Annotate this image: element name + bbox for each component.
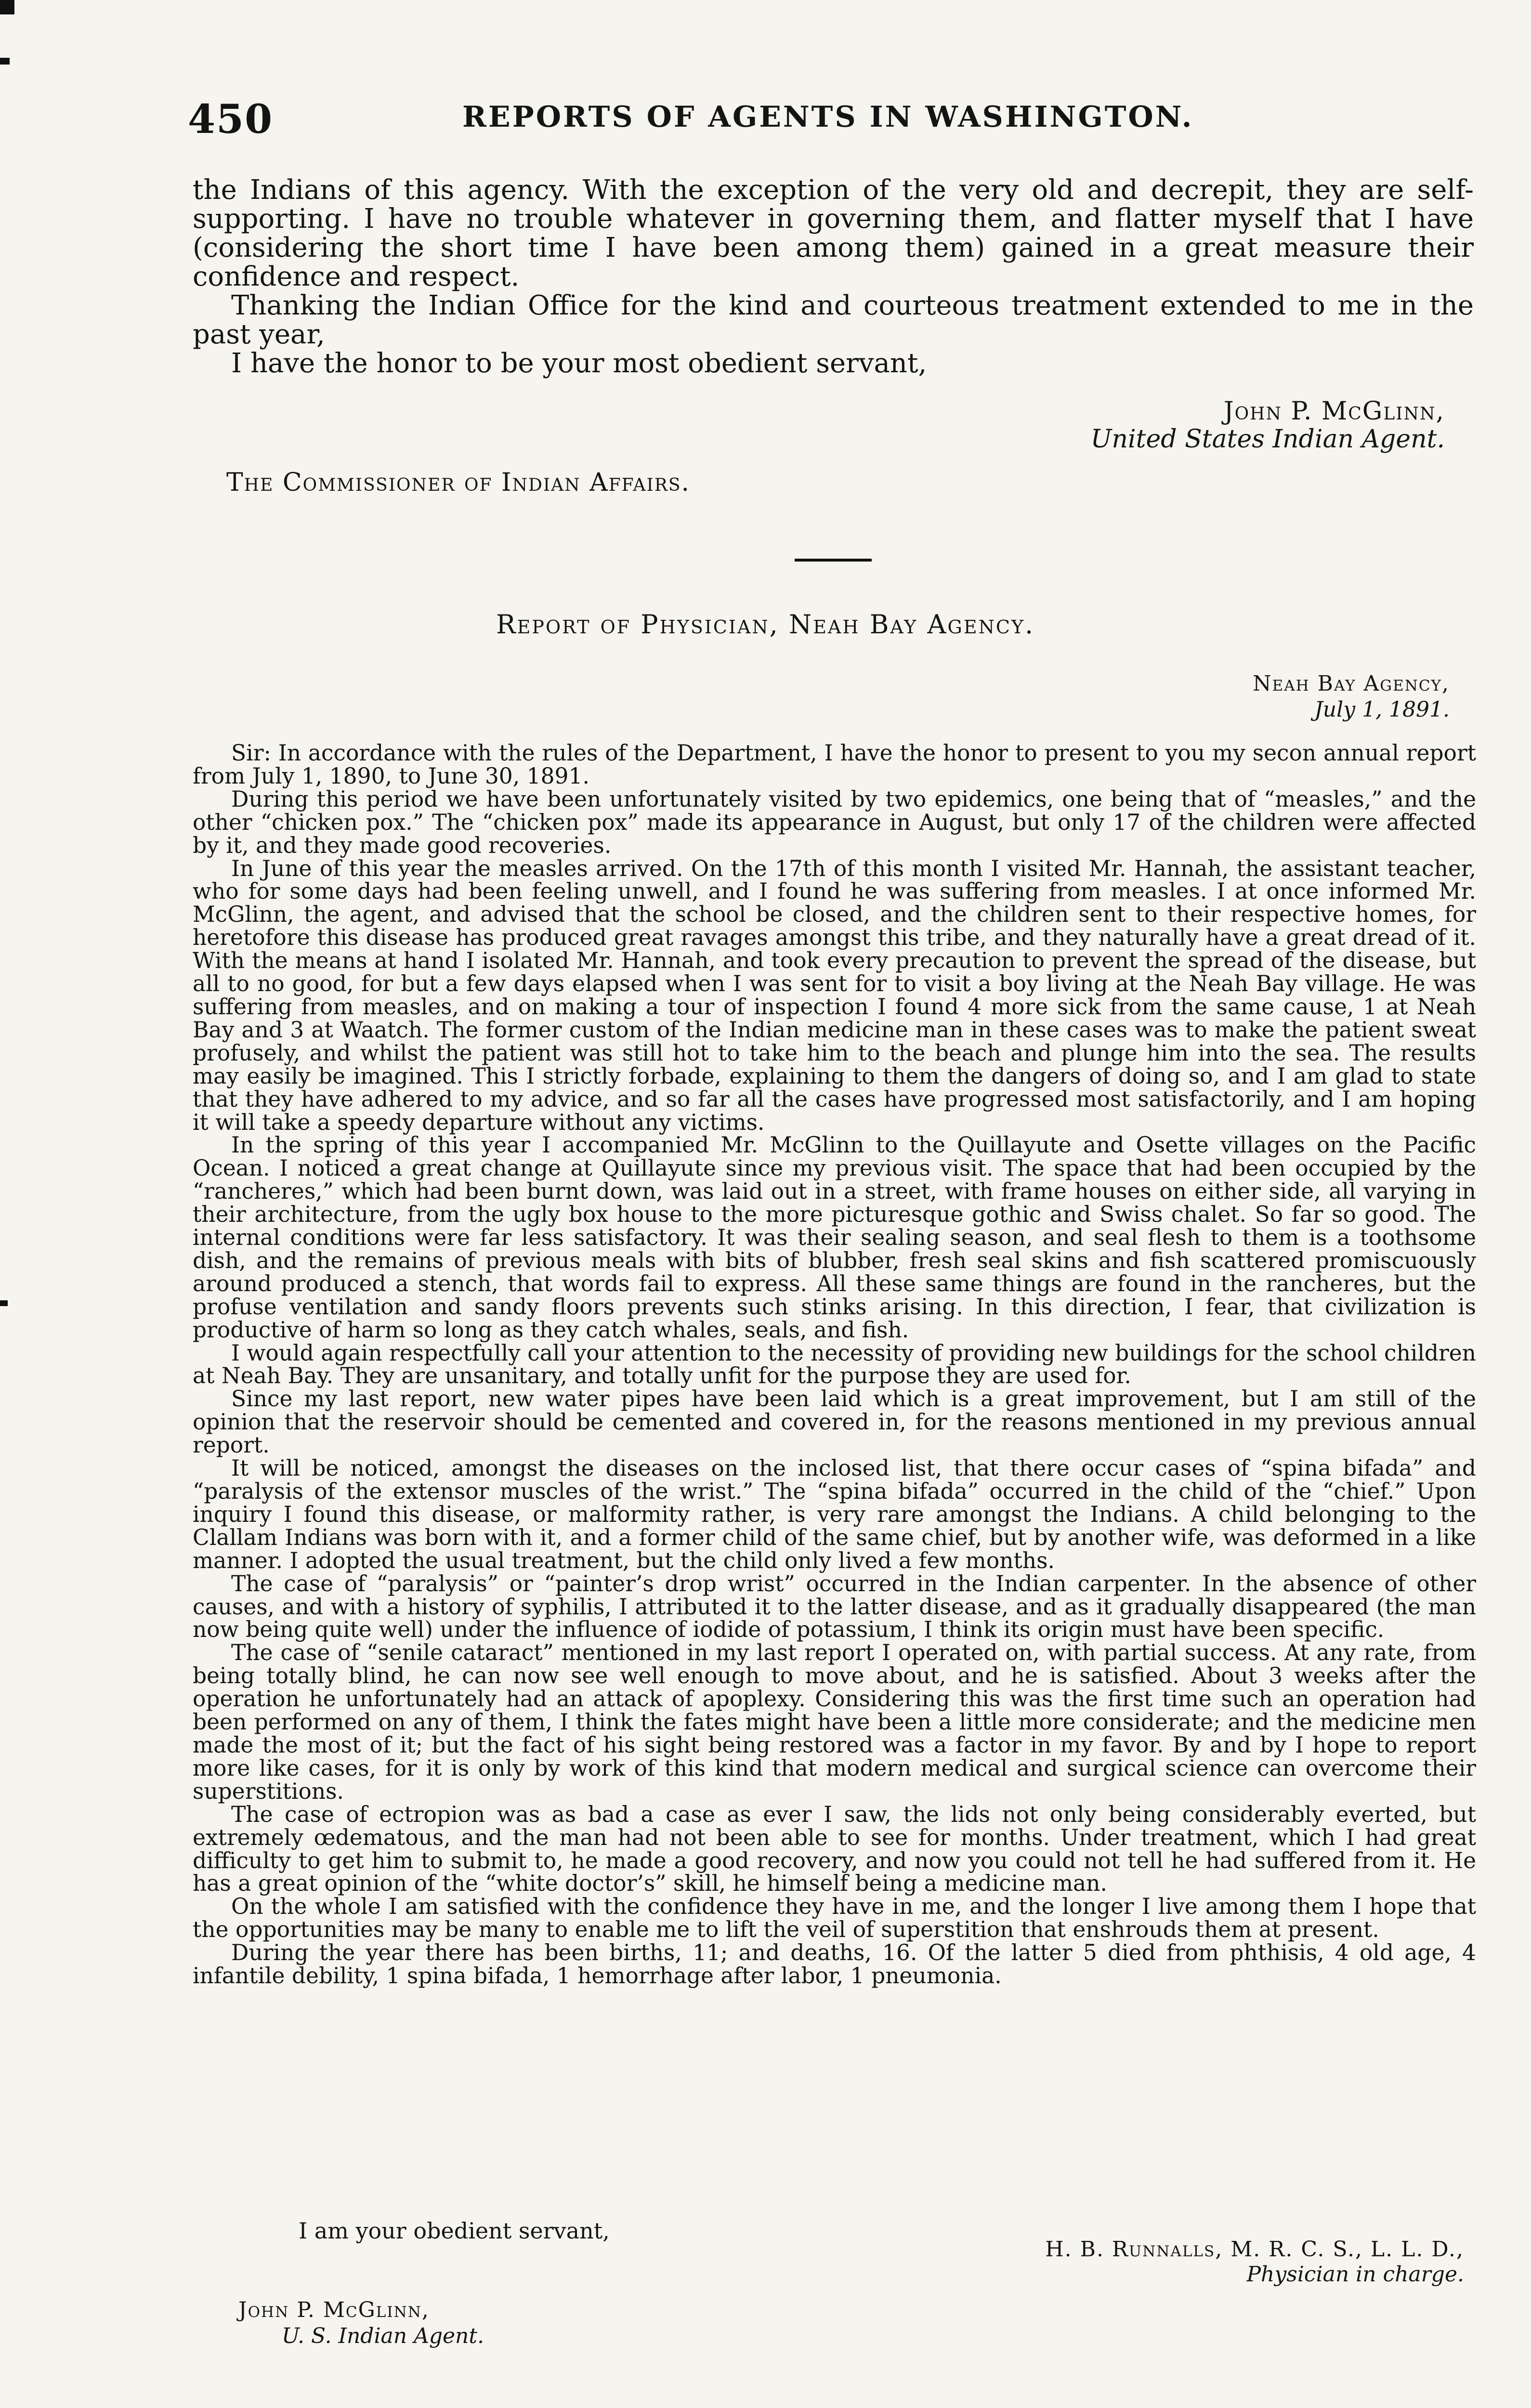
report-paragraph: In the spring of this year I accompanied Mr. McGlinn to the Quillayute and Osette villages on the Pacific Ocean. I noticed a great change at Quillayute since my previous visit. The space that had been occupied by the “rancheres,” which had been burnt down, was laid out in a street, with frame houses on either side, all varying in their architecture, from the ugly box house to the more picturesque gothic and Swiss chalet. So far so good. The internal conditions were far less satisfactory. It was their sealing season, and seal flesh to them is a toothsome dish, and the remains of previous meals with bits of blubber, fresh seal skins and fish scattered promiscuously around produced a stench, that words fail to express. All these same things are found in the rancheres, but the profuse ventilation and sandy floors prevents such stinks arising. In this direction, I fear, that civilization is productive of harm so long as they catch whales, seals, and fish.: [193, 1132, 1476, 1343]
closing-salutation: I am your obedient servant,: [299, 2218, 610, 2244]
dateline: [1060, 671, 1450, 723]
report-paragraph: The case of ectropion was as bad a case as ever I saw, the lids not only being considerably everted, but extremely œdematous, and the man had not been able to see for months. Under treatment, which I had great difficulty to get him to submit to, he made a good recovery, and now you could not tell he had suffered from it. He has a great opinion of the “white doctor’s” skill, he himself being a medicine man.: [193, 1801, 1476, 1897]
dateline-place: Neah Bay Agency,: [1253, 671, 1450, 696]
recipient-block: [238, 2297, 484, 2349]
agent-letter-closing: [193, 176, 1474, 378]
dateline-date: July 1, 1891.: [1314, 697, 1450, 722]
agent-signature: [963, 397, 1445, 453]
physician-name: H. B. Runnalls, M. R. C. S., L. L. D.,: [1045, 2237, 1464, 2262]
report-paragraph: The case of “senile cataract” mentioned in my last report I operated on, with partial success. At any rate, from being totally blind, he can now see well enough to move about, and he is satisfied. About 3 weeks after the operation he unfortunately had an attack of apoplexy. Considering this was the first time such an operation had been performed on any of them, I think the fates might have been a little more considerate; and the medicine men made the most of it; but the fact of his sight being restored was a factor in my favor. By and by I hope to report more like cases, for it is only by work of this kind that modern medical and surgical science can overcome their superstitions.: [193, 1640, 1476, 1804]
agent-signature-name: John P. McGlinn,: [1223, 397, 1445, 426]
agent-paragraph: Thanking the Indian Office for the kind and courteous treatment extended to me in the past year,: [193, 290, 1474, 350]
report-paragraph: The case of “paralysis” or “painter’s drop wrist” occurred in the Indian carpenter. In the absence of other causes, and with a history of syphilis, I attributed it to the latter disease, and as it gradually disappeared (the man now being quite well) under the influence of iodide of potassium, I think its origin must have been specific.: [193, 1570, 1476, 1643]
agent-paragraph: I have the honor to be your most obedient servant,: [231, 348, 927, 379]
report-paragraph: On the whole I am satisfied with the confidence they have in me, and the longer I live among them I hope that the opportunities may be many to enable me to lift the veil of superstition that enshrouds them at present.: [193, 1894, 1476, 1943]
report-paragraph: It will be noticed, amongst the diseases on the inclosed list, that there occur cases of “spina bifada” and “paralysis of the extensor muscles of the wrist.” The “spina bifada” occurred in the child of the “chief.” Upon inquiry I found this disease, or malformity rather, is very rare amongst the Indians. A child belonging to the Clallam Indians was born with it, and a former child of the same chief, but by another wife, was deformed in a like manner. I adopted the usual treatment, but the child only lived a few months.: [193, 1455, 1476, 1573]
report-paragraph: I would again respectfully call your attention to the necessity of providing new buildings for the school children at Neah Bay. They are unsanitary, and totally unfit for the purpose they are used for.: [193, 1340, 1476, 1389]
scan-edge-mark: [0, 1300, 8, 1306]
report-body: [193, 742, 1476, 1988]
agent-paragraph: the Indians of this agency. With the exception of the very old and decrepit, they are self-supporting. I have no trouble whatever in governing them, and flatter myself that I have (considering the short time I have been among them) gained in a great measure their confidence and respect.: [193, 174, 1474, 292]
agent-signature-title: United States Indian Agent.: [1090, 425, 1445, 454]
page-header: [188, 96, 1488, 149]
report-paragraph: In June of this year the measles arrived. On the 17th of this month I visited Mr. Hannah, the assistant teacher, who for some days had been feeling unwell, and I found he was suffering from measles. I at once informed Mr. McGlinn, the agent, and advised that the school be closed, and the children sent to their respective homes, for heretofore this disease has produced great ravages amongst this tribe, and they naturally have a great dread of it. With the means at hand I isolated Mr. Hannah, and took every precaution to prevent the spread of the disease, but all to no good, for but a few days elapsed when I was sent for to visit a boy living at the Neah Bay village. He was suffering from measles, and on making a tour of inspection I found 4 more sick from the same cause, 1 at Neah Bay and 3 at Waatch. The former custom of the Indian medicine man in these cases was to make the patient sweat profusely, and whilst the patient was still hot to take him to the beach and plunge him into the sea. The results may easily be imagined. This I strictly forbade, explaining to them the dangers of doing so, and I am glad to state that they have adhered to my advice, and so far all the cases have progressed most satisfactorily, and I am hoping it will take a speedy departure without any victims.: [193, 855, 1476, 1135]
addressee: The Commissioner of Indian Affairs.: [226, 468, 691, 497]
recipient-name: John P. McGlinn,: [238, 2298, 430, 2322]
scan-edge-mark: [0, 58, 10, 65]
report-paragraph: During the year there has been births, 11; and deaths, 16. Of the latter 5 died from phthisis, 4 old age, 4 infantile debility, 1 spina bifada, 1 hemorrhage after labor, 1 pneumonia.: [193, 1940, 1476, 1989]
physician-title: Physician in charge.: [1246, 2262, 1464, 2287]
recipient-title: U. S. Indian Agent.: [282, 2324, 484, 2348]
page-number: 450: [188, 96, 274, 143]
running-head: REPORTS OF AGENTS IN WASHINGTON.: [462, 100, 1194, 134]
report-paragraph: Since my last report, new water pipes have been laid which is a great improvement, but I am still of the opinion that the reservoir should be cemented and covered in, for the reasons mentioned in my previous annual report.: [193, 1386, 1476, 1458]
report-paragraph: Sir: In accordance with the rules of the Department, I have the honor to present to you my secon annual report from July 1, 1890, to June 30, 1891.: [193, 740, 1476, 789]
section-divider: [795, 559, 872, 562]
report-paragraph: During this period we have been unfortunately visited by two epidemics, one being that of “measles,” and the other “chicken pox.” The “chicken pox” made its appearance in August, but only 17 of the children were affected by it, and they made good recoveries.: [193, 786, 1476, 858]
section-title: Report of Physician, Neah Bay Agency.: [496, 609, 1035, 640]
physician-signature: [944, 2237, 1464, 2287]
scan-edge-mark: [0, 0, 14, 14]
